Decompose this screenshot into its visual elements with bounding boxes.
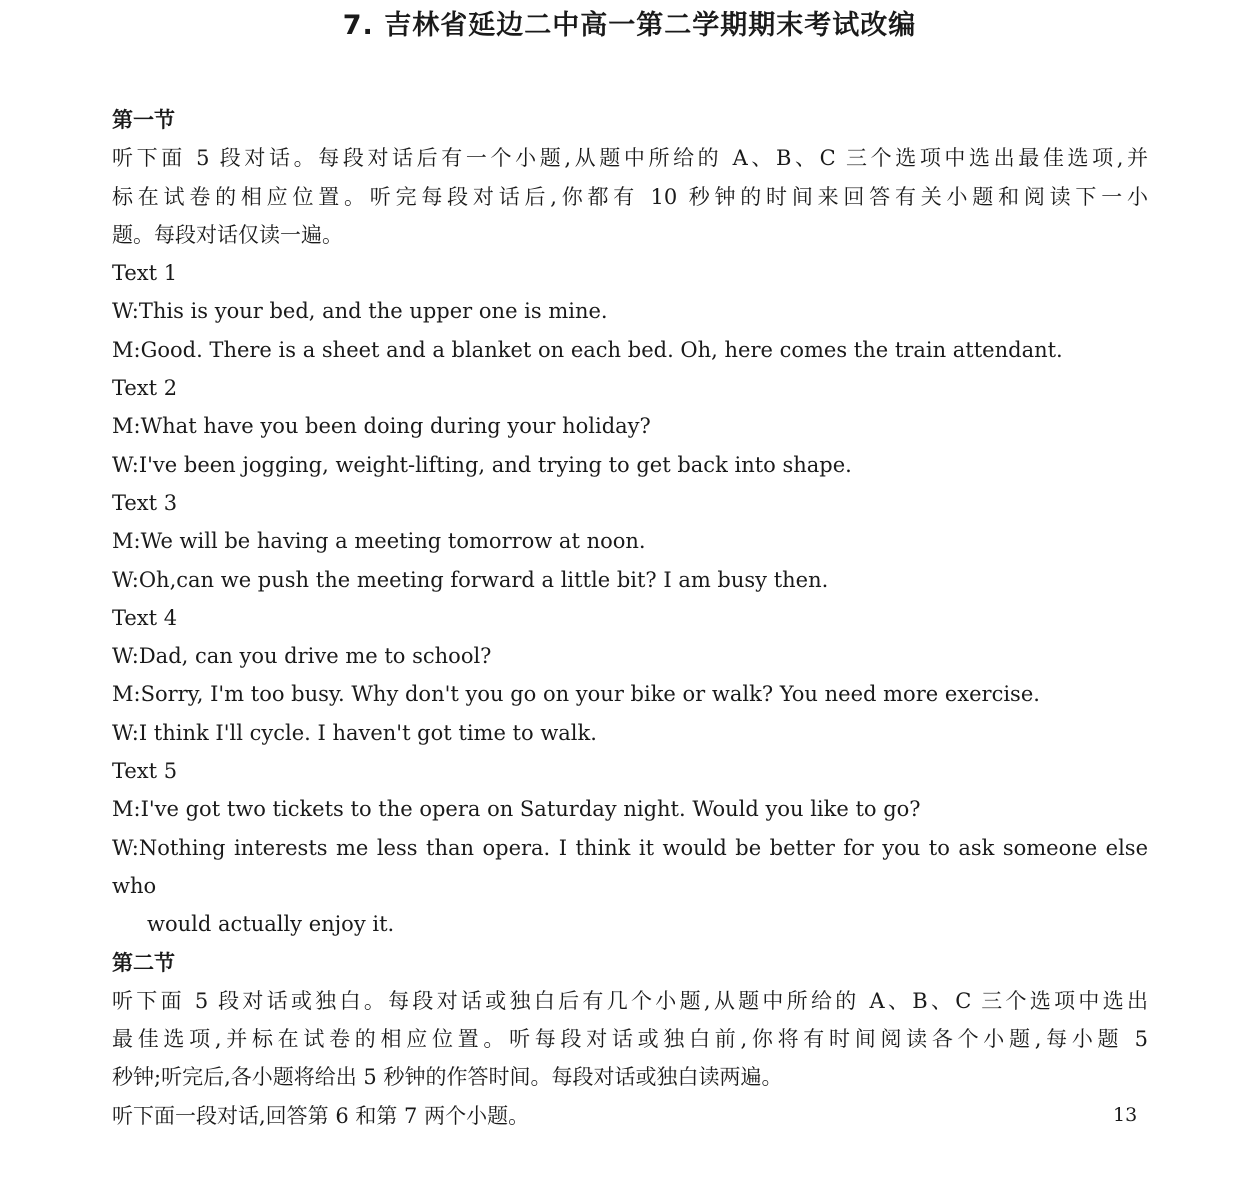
- text-5-line-1: M:I've got two tickets to the opera on Saturday night. Would you like to go?: [112, 797, 921, 822]
- text-3-label: Text 3: [112, 490, 178, 515]
- text-5-line-3: would actually enjoy it.: [147, 912, 395, 937]
- section-2-prompt: 听下面一段对话,回答第 6 和第 7 两个小题。: [112, 1103, 530, 1128]
- section-1-heading: 第一节: [112, 108, 175, 132]
- text-3-line-2: W:Oh,can we push the meeting forward a little bit? I am busy then.: [112, 567, 829, 592]
- section-1-instructions-line-1: 听下面 5 段对话。每段对话后有一个小题,从题中所给的 A、B、C 三个选项中选出最佳选项,并: [112, 146, 1148, 171]
- text-3-line-1: M:We will be having a meeting tomorrow at noon.: [112, 529, 646, 554]
- text-1-label: Text 1: [112, 261, 178, 286]
- text-4-label: Text 4: [112, 605, 178, 630]
- section-2-instructions-line-3: 秒钟;听完后,各小题将给出 5 秒钟的作答时间。每段对话或独白读两遍。: [112, 1065, 783, 1090]
- text-5-line-2: W:Nothing interests me less than opera. I think it would be better for you to ask someone else who: [112, 835, 1148, 898]
- text-1-line-2: M:Good. There is a sheet and a blanket on each bed. Oh, here comes the train attendant.: [112, 337, 1063, 362]
- page-title: 7. 吉林省延边二中高一第二学期期末考试改编: [342, 10, 917, 41]
- section-2-instructions-line-2: 最佳选项,并标在试卷的相应位置。听每段对话或独白前,你将有时间阅读各个小题,每小题 5: [112, 1027, 1148, 1052]
- section-2-instructions-line-1: 听下面 5 段对话或独白。每段对话或独白后有几个小题,从题中所给的 A、B、C 三个选项中选出: [112, 988, 1148, 1013]
- text-2-label: Text 2: [112, 376, 178, 401]
- text-4-line-3: W:I think I'll cycle. I haven't got time to walk.: [112, 720, 597, 745]
- section-1-instructions-line-3: 题。每段对话仅读一遍。: [112, 222, 343, 247]
- text-1-line-1: W:This is your bed, and the upper one is mine.: [112, 299, 608, 324]
- section-2-heading: 第二节: [112, 950, 175, 975]
- text-2-line-1: M:What have you been doing during your holiday?: [112, 414, 651, 439]
- section-1-instructions-line-2: 标在试卷的相应位置。听完每段对话后,你都有 10 秒钟的时间来回答有关小题和阅读下一小: [112, 184, 1148, 209]
- text-4-line-2: M:Sorry, I'm too busy. Why don't you go on your bike or walk? You need more exercise.: [112, 682, 1040, 707]
- page-number: 13: [1113, 1104, 1138, 1126]
- document-body: [112, 101, 1148, 1135]
- text-4-line-1: W:Dad, can you drive me to school?: [112, 644, 492, 669]
- text-5-label: Text 5: [112, 759, 178, 784]
- text-2-line-2: W:I've been jogging, weight-lifting, and trying to get back into shape.: [112, 452, 852, 477]
